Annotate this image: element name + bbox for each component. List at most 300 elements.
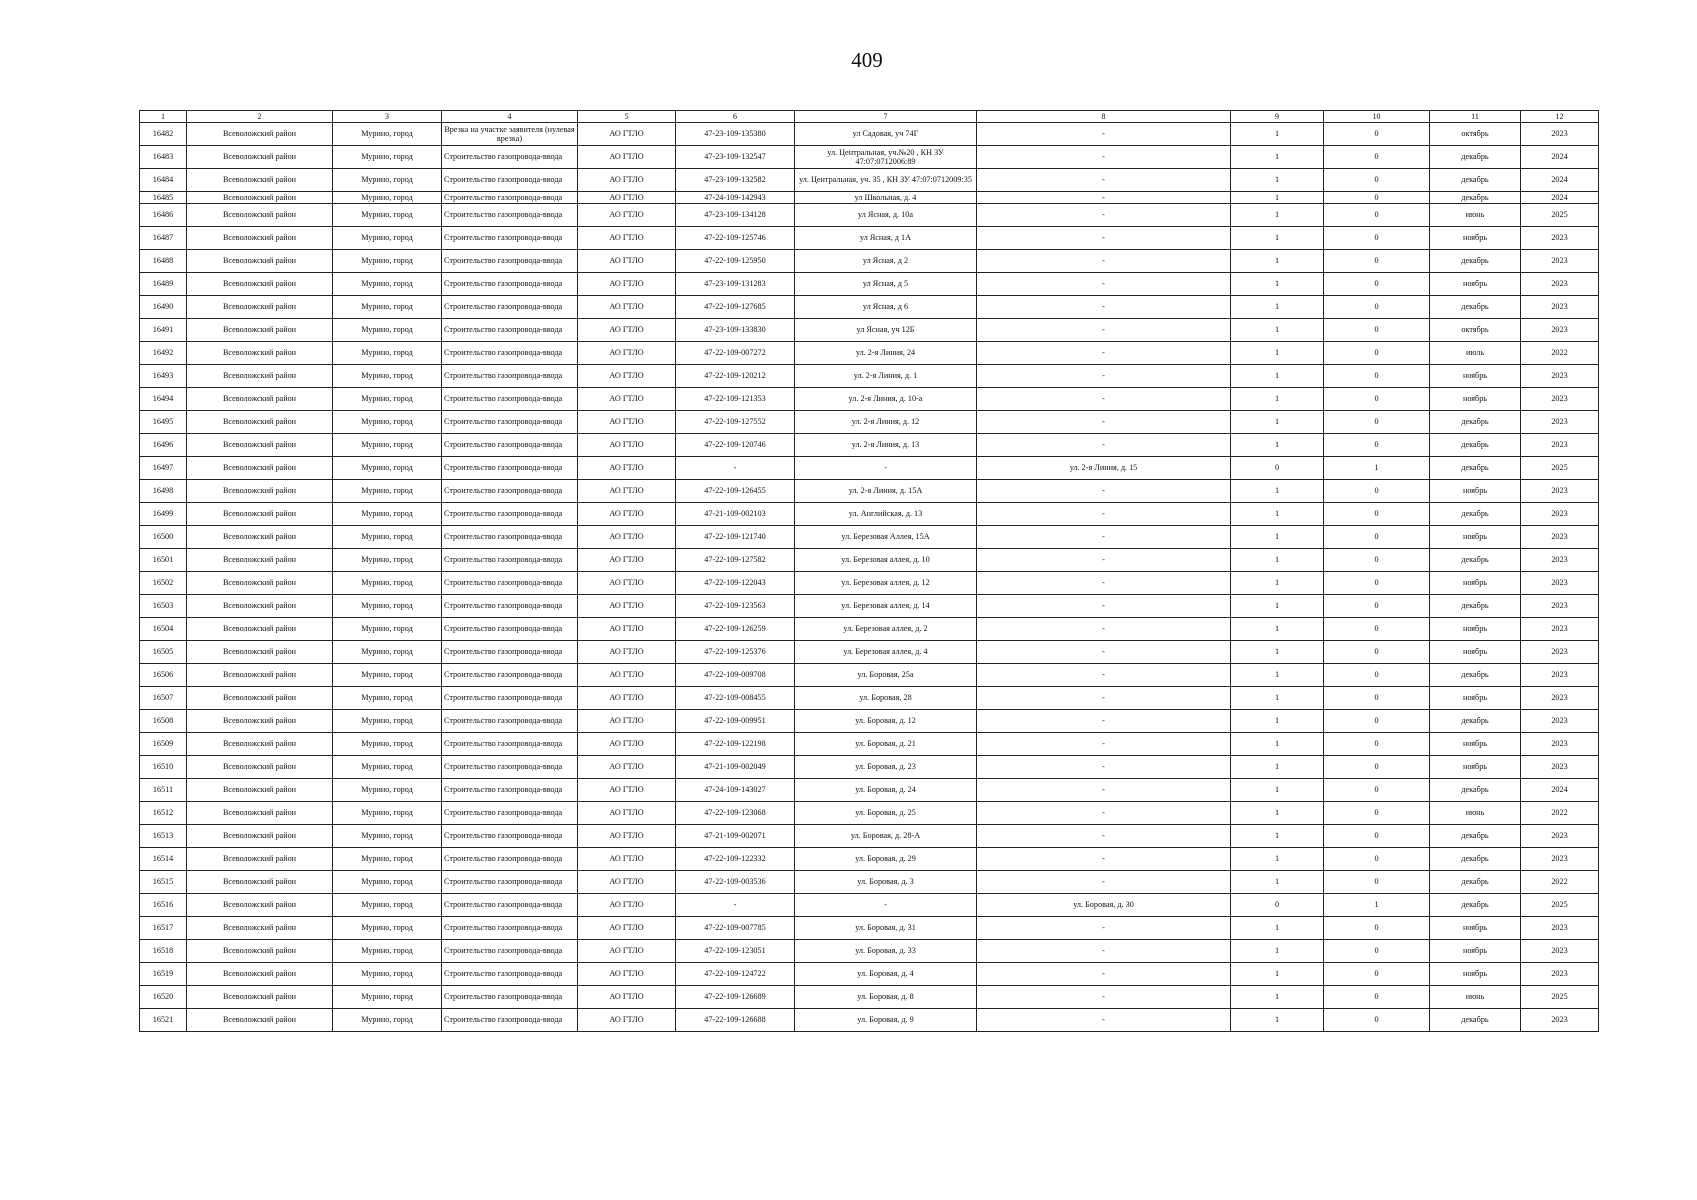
cell-row-number: 16500 [140, 526, 187, 549]
cell-count-contracted: 1 [1231, 365, 1324, 388]
cell-address-without-contract: - [977, 192, 1231, 204]
cell-address-without-contract: - [977, 1009, 1231, 1032]
column-number-8: 8 [977, 111, 1231, 123]
column-number-5: 5 [578, 111, 676, 123]
cell-year: 2023 [1521, 480, 1599, 503]
cell-row-number: 16503 [140, 595, 187, 618]
cell-settlement: Мурино, город [333, 917, 442, 940]
cell-row-number: 16490 [140, 296, 187, 319]
cell-settlement: Мурино, город [333, 963, 442, 986]
cell-settlement: Мурино, город [333, 687, 442, 710]
cell-count-contracted: 1 [1231, 779, 1324, 802]
cell-organization: АО ГТЛО [578, 963, 676, 986]
cell-application-number: 47-22-109-127582 [676, 549, 795, 572]
table-row [140, 894, 1599, 917]
cell-row-number: 16515 [140, 871, 187, 894]
cell-district: Всеволожский район [187, 1009, 333, 1032]
cell-year: 2023 [1521, 733, 1599, 756]
cell-address: ул. Боровая, д. 21 [795, 733, 977, 756]
column-number-7: 7 [795, 111, 977, 123]
cell-district: Всеволожский район [187, 825, 333, 848]
cell-count-not-contracted: 0 [1324, 411, 1430, 434]
cell-address-without-contract: - [977, 986, 1231, 1009]
cell-count-not-contracted: 1 [1324, 894, 1430, 917]
cell-district: Всеволожский район [187, 192, 333, 204]
cell-application-number: 47-22-109-123563 [676, 595, 795, 618]
cell-address: ул Ясная, д 1А [795, 227, 977, 250]
cell-work-type: Строительство газопровода-ввода [442, 388, 578, 411]
cell-work-type: Строительство газопровода-ввода [442, 342, 578, 365]
cell-address-without-contract: ул. 2-я Линия, д. 15 [977, 457, 1231, 480]
cell-settlement: Мурино, город [333, 227, 442, 250]
cell-count-contracted: 1 [1231, 434, 1324, 457]
cell-year: 2023 [1521, 572, 1599, 595]
cell-application-number: 47-22-109-007272 [676, 342, 795, 365]
cell-settlement: Мурино, город [333, 986, 442, 1009]
cell-organization: АО ГТЛО [578, 595, 676, 618]
cell-count-not-contracted: 0 [1324, 779, 1430, 802]
cell-work-type: Строительство газопровода-ввода [442, 434, 578, 457]
cell-row-number: 16512 [140, 802, 187, 825]
cell-row-number: 16513 [140, 825, 187, 848]
cell-organization: АО ГТЛО [578, 641, 676, 664]
cell-district: Всеволожский район [187, 273, 333, 296]
cell-work-type: Строительство газопровода-ввода [442, 848, 578, 871]
cell-row-number: 16504 [140, 618, 187, 641]
cell-district: Всеволожский район [187, 595, 333, 618]
cell-district: Всеволожский район [187, 123, 333, 146]
page-number: 409 [851, 48, 883, 72]
cell-settlement: Мурино, город [333, 480, 442, 503]
cell-settlement: Мурино, город [333, 825, 442, 848]
cell-year: 2023 [1521, 411, 1599, 434]
cell-year: 2023 [1521, 963, 1599, 986]
table-row [140, 457, 1599, 480]
cell-district: Всеволожский район [187, 687, 333, 710]
cell-count-contracted: 1 [1231, 595, 1324, 618]
header-row [140, 111, 1599, 123]
cell-district: Всеволожский район [187, 434, 333, 457]
table-row [140, 342, 1599, 365]
cell-address-without-contract: - [977, 411, 1231, 434]
table-row [140, 802, 1599, 825]
cell-row-number: 16487 [140, 227, 187, 250]
cell-organization: АО ГТЛО [578, 319, 676, 342]
table-row [140, 480, 1599, 503]
table-row [140, 204, 1599, 227]
cell-district: Всеволожский район [187, 365, 333, 388]
cell-district: Всеволожский район [187, 169, 333, 192]
cell-row-number: 16488 [140, 250, 187, 273]
cell-application-number: - [676, 457, 795, 480]
cell-count-not-contracted: 0 [1324, 848, 1430, 871]
cell-work-type: Строительство газопровода-ввода [442, 917, 578, 940]
cell-count-not-contracted: 0 [1324, 123, 1430, 146]
table-row [140, 411, 1599, 434]
cell-month: декабрь [1430, 894, 1521, 917]
cell-count-not-contracted: 0 [1324, 388, 1430, 411]
cell-year: 2023 [1521, 503, 1599, 526]
cell-address: ул. Березовая аллея, д. 4 [795, 641, 977, 664]
cell-work-type: Строительство газопровода-ввода [442, 549, 578, 572]
cell-address: ул Садовая, уч 74Г [795, 123, 977, 146]
cell-address-without-contract: - [977, 572, 1231, 595]
cell-row-number: 16495 [140, 411, 187, 434]
table-row [140, 192, 1599, 204]
cell-year: 2022 [1521, 342, 1599, 365]
cell-district: Всеволожский район [187, 503, 333, 526]
cell-count-not-contracted: 0 [1324, 710, 1430, 733]
cell-count-not-contracted: 1 [1324, 457, 1430, 480]
cell-organization: АО ГТЛО [578, 227, 676, 250]
cell-settlement: Мурино, город [333, 710, 442, 733]
cell-address-without-contract: - [977, 871, 1231, 894]
cell-row-number: 16501 [140, 549, 187, 572]
cell-row-number: 16498 [140, 480, 187, 503]
cell-address-without-contract: - [977, 825, 1231, 848]
cell-month: декабрь [1430, 411, 1521, 434]
cell-settlement: Мурино, город [333, 595, 442, 618]
cell-address: - [795, 894, 977, 917]
cell-organization: АО ГТЛО [578, 250, 676, 273]
cell-month: декабрь [1430, 434, 1521, 457]
cell-application-number: 47-22-109-009708 [676, 664, 795, 687]
cell-row-number: 16520 [140, 986, 187, 1009]
table-row [140, 917, 1599, 940]
cell-organization: АО ГТЛО [578, 273, 676, 296]
cell-month: ноябрь [1430, 756, 1521, 779]
cell-row-number: 16497 [140, 457, 187, 480]
cell-count-contracted: 1 [1231, 319, 1324, 342]
table-row [140, 296, 1599, 319]
cell-work-type: Строительство газопровода-ввода [442, 733, 578, 756]
cell-year: 2023 [1521, 227, 1599, 250]
cell-count-contracted: 1 [1231, 848, 1324, 871]
cell-count-not-contracted: 0 [1324, 204, 1430, 227]
table-row [140, 963, 1599, 986]
register-table [139, 110, 1599, 1032]
cell-work-type: Строительство газопровода-ввода [442, 365, 578, 388]
cell-month: декабрь [1430, 169, 1521, 192]
cell-district: Всеволожский район [187, 871, 333, 894]
cell-settlement: Мурино, город [333, 342, 442, 365]
table-row [140, 434, 1599, 457]
cell-work-type: Строительство газопровода-ввода [442, 503, 578, 526]
cell-count-contracted: 1 [1231, 526, 1324, 549]
table-row [140, 250, 1599, 273]
cell-count-contracted: 0 [1231, 894, 1324, 917]
cell-address-without-contract: - [977, 169, 1231, 192]
cell-application-number: 47-22-109-127552 [676, 411, 795, 434]
cell-month: декабрь [1430, 595, 1521, 618]
cell-count-contracted: 1 [1231, 503, 1324, 526]
cell-row-number: 16508 [140, 710, 187, 733]
table-row [140, 365, 1599, 388]
cell-row-number: 16510 [140, 756, 187, 779]
column-number-3: 3 [333, 111, 442, 123]
cell-address: ул. Английская, д. 13 [795, 503, 977, 526]
table-row [140, 756, 1599, 779]
cell-address-without-contract: - [977, 388, 1231, 411]
cell-row-number: 16485 [140, 192, 187, 204]
cell-organization: АО ГТЛО [578, 618, 676, 641]
cell-address-without-contract: - [977, 204, 1231, 227]
cell-application-number: 47-22-109-122332 [676, 848, 795, 871]
cell-organization: АО ГТЛО [578, 802, 676, 825]
cell-month: декабрь [1430, 250, 1521, 273]
cell-month: декабрь [1430, 664, 1521, 687]
cell-row-number: 16484 [140, 169, 187, 192]
cell-work-type: Строительство газопровода-ввода [442, 618, 578, 641]
cell-district: Всеволожский район [187, 940, 333, 963]
cell-work-type: Строительство газопровода-ввода [442, 779, 578, 802]
cell-count-contracted: 1 [1231, 480, 1324, 503]
cell-settlement: Мурино, город [333, 894, 442, 917]
cell-address-without-contract: - [977, 227, 1231, 250]
cell-count-not-contracted: 0 [1324, 146, 1430, 169]
cell-address: ул Ясная, д 5 [795, 273, 977, 296]
cell-address-without-contract: - [977, 526, 1231, 549]
cell-count-contracted: 1 [1231, 940, 1324, 963]
cell-application-number: 47-22-109-120212 [676, 365, 795, 388]
cell-district: Всеволожский район [187, 342, 333, 365]
register-body [140, 111, 1599, 1032]
cell-count-contracted: 1 [1231, 917, 1324, 940]
cell-address-without-contract: - [977, 802, 1231, 825]
cell-application-number: 47-22-109-008455 [676, 687, 795, 710]
table-row [140, 549, 1599, 572]
cell-settlement: Мурино, город [333, 779, 442, 802]
cell-count-contracted: 1 [1231, 664, 1324, 687]
cell-address-without-contract: - [977, 434, 1231, 457]
cell-district: Всеволожский район [187, 894, 333, 917]
cell-address: ул. Боровая, д. 23 [795, 756, 977, 779]
cell-address: ул. 2-я Линия, д. 15А [795, 480, 977, 503]
cell-count-contracted: 1 [1231, 192, 1324, 204]
table-row [140, 733, 1599, 756]
cell-row-number: 16511 [140, 779, 187, 802]
cell-address-without-contract: - [977, 618, 1231, 641]
cell-year: 2023 [1521, 756, 1599, 779]
cell-count-contracted: 1 [1231, 756, 1324, 779]
table-row [140, 526, 1599, 549]
table-row [140, 503, 1599, 526]
cell-address: ул. Боровая, д. 31 [795, 917, 977, 940]
cell-count-not-contracted: 0 [1324, 871, 1430, 894]
cell-district: Всеволожский район [187, 710, 333, 733]
cell-work-type: Строительство газопровода-ввода [442, 192, 578, 204]
cell-year: 2022 [1521, 802, 1599, 825]
cell-work-type: Строительство газопровода-ввода [442, 710, 578, 733]
cell-year: 2025 [1521, 986, 1599, 1009]
cell-settlement: Мурино, город [333, 434, 442, 457]
cell-district: Всеволожский район [187, 227, 333, 250]
cell-district: Всеволожский район [187, 457, 333, 480]
cell-address: ул. Боровая, д. 3 [795, 871, 977, 894]
cell-count-not-contracted: 0 [1324, 365, 1430, 388]
cell-year: 2024 [1521, 779, 1599, 802]
cell-address-without-contract: - [977, 779, 1231, 802]
cell-district: Всеволожский район [187, 204, 333, 227]
cell-address: ул. Боровая, д. 12 [795, 710, 977, 733]
cell-year: 2023 [1521, 710, 1599, 733]
cell-count-not-contracted: 0 [1324, 549, 1430, 572]
cell-settlement: Мурино, город [333, 388, 442, 411]
cell-count-not-contracted: 0 [1324, 273, 1430, 296]
cell-address: ул Школьная, д. 4 [795, 192, 977, 204]
cell-organization: АО ГТЛО [578, 296, 676, 319]
cell-organization: АО ГТЛО [578, 779, 676, 802]
cell-work-type: Строительство газопровода-ввода [442, 227, 578, 250]
cell-application-number: 47-21-109-002103 [676, 503, 795, 526]
cell-organization: АО ГТЛО [578, 940, 676, 963]
table-row [140, 273, 1599, 296]
cell-work-type: Строительство газопровода-ввода [442, 986, 578, 1009]
cell-count-contracted: 1 [1231, 986, 1324, 1009]
cell-month: ноябрь [1430, 641, 1521, 664]
cell-settlement: Мурино, город [333, 940, 442, 963]
cell-count-contracted: 1 [1231, 802, 1324, 825]
cell-year: 2023 [1521, 388, 1599, 411]
table-row [140, 848, 1599, 871]
cell-count-contracted: 1 [1231, 296, 1324, 319]
cell-month: декабрь [1430, 549, 1521, 572]
cell-work-type: Строительство газопровода-ввода [442, 480, 578, 503]
cell-settlement: Мурино, город [333, 526, 442, 549]
cell-application-number: 47-22-109-009951 [676, 710, 795, 733]
cell-address-without-contract: - [977, 273, 1231, 296]
column-number-6: 6 [676, 111, 795, 123]
cell-organization: АО ГТЛО [578, 457, 676, 480]
cell-organization: АО ГТЛО [578, 1009, 676, 1032]
cell-settlement: Мурино, город [333, 146, 442, 169]
cell-work-type: Строительство газопровода-ввода [442, 319, 578, 342]
cell-address-without-contract: ул. Боровая, д. 30 [977, 894, 1231, 917]
table-row [140, 664, 1599, 687]
cell-count-not-contracted: 0 [1324, 480, 1430, 503]
cell-year: 2023 [1521, 296, 1599, 319]
cell-district: Всеволожский район [187, 480, 333, 503]
table-row [140, 986, 1599, 1009]
cell-row-number: 16486 [140, 204, 187, 227]
column-number-4: 4 [442, 111, 578, 123]
column-number-9: 9 [1231, 111, 1324, 123]
cell-count-not-contracted: 0 [1324, 227, 1430, 250]
cell-district: Всеволожский район [187, 917, 333, 940]
cell-address-without-contract: - [977, 710, 1231, 733]
cell-month: ноябрь [1430, 687, 1521, 710]
cell-application-number: 47-22-109-126688 [676, 1009, 795, 1032]
cell-address: ул. 2-я Линия, 24 [795, 342, 977, 365]
cell-district: Всеволожский район [187, 388, 333, 411]
cell-address: ул Ясная, д 2 [795, 250, 977, 273]
cell-address-without-contract: - [977, 503, 1231, 526]
cell-organization: АО ГТЛО [578, 917, 676, 940]
cell-district: Всеволожский район [187, 963, 333, 986]
cell-count-contracted: 1 [1231, 146, 1324, 169]
cell-count-not-contracted: 0 [1324, 434, 1430, 457]
cell-year: 2023 [1521, 123, 1599, 146]
cell-district: Всеволожский район [187, 641, 333, 664]
cell-address: ул. Центральная, уч.№20 , КН ЗУ 47:07:0712006:89 [795, 146, 977, 169]
cell-address: ул. Боровая, д. 25 [795, 802, 977, 825]
column-number-10: 10 [1324, 111, 1430, 123]
cell-month: декабрь [1430, 825, 1521, 848]
cell-work-type: Строительство газопровода-ввода [442, 204, 578, 227]
cell-application-number: - [676, 894, 795, 917]
cell-work-type: Строительство газопровода-ввода [442, 273, 578, 296]
cell-settlement: Мурино, город [333, 802, 442, 825]
cell-count-contracted: 1 [1231, 250, 1324, 273]
cell-application-number: 47-22-109-122043 [676, 572, 795, 595]
table-row [140, 388, 1599, 411]
cell-count-not-contracted: 0 [1324, 618, 1430, 641]
cell-year: 2023 [1521, 940, 1599, 963]
cell-application-number: 47-23-109-132582 [676, 169, 795, 192]
cell-district: Всеволожский район [187, 549, 333, 572]
cell-settlement: Мурино, город [333, 319, 442, 342]
cell-work-type: Строительство газопровода-ввода [442, 457, 578, 480]
cell-application-number: 47-22-109-125950 [676, 250, 795, 273]
cell-row-number: 16517 [140, 917, 187, 940]
cell-row-number: 16514 [140, 848, 187, 871]
cell-year: 2024 [1521, 146, 1599, 169]
cell-district: Всеволожский район [187, 319, 333, 342]
column-number-1: 1 [140, 111, 187, 123]
cell-work-type: Строительство газопровода-ввода [442, 871, 578, 894]
cell-count-not-contracted: 0 [1324, 169, 1430, 192]
cell-settlement: Мурино, город [333, 250, 442, 273]
cell-settlement: Мурино, город [333, 457, 442, 480]
cell-row-number: 16506 [140, 664, 187, 687]
cell-count-contracted: 1 [1231, 710, 1324, 733]
cell-month: ноябрь [1430, 940, 1521, 963]
cell-district: Всеволожский район [187, 733, 333, 756]
cell-address: ул. 2-я Линия, д. 13 [795, 434, 977, 457]
cell-address-without-contract: - [977, 756, 1231, 779]
cell-application-number: 47-22-109-125376 [676, 641, 795, 664]
table-row [140, 227, 1599, 250]
cell-year: 2023 [1521, 641, 1599, 664]
cell-address-without-contract: - [977, 296, 1231, 319]
table-row [140, 1009, 1599, 1032]
cell-count-not-contracted: 0 [1324, 250, 1430, 273]
cell-address: ул. Березовая аллея, д. 14 [795, 595, 977, 618]
cell-address-without-contract: - [977, 123, 1231, 146]
cell-month: декабрь [1430, 1009, 1521, 1032]
cell-application-number: 47-21-109-002049 [676, 756, 795, 779]
cell-count-not-contracted: 0 [1324, 733, 1430, 756]
cell-month: июнь [1430, 204, 1521, 227]
cell-month: ноябрь [1430, 480, 1521, 503]
cell-year: 2025 [1521, 894, 1599, 917]
cell-work-type: Строительство газопровода-ввода [442, 894, 578, 917]
cell-address-without-contract: - [977, 848, 1231, 871]
cell-work-type: Строительство газопровода-ввода [442, 146, 578, 169]
cell-settlement: Мурино, город [333, 169, 442, 192]
cell-count-not-contracted: 0 [1324, 641, 1430, 664]
cell-row-number: 16521 [140, 1009, 187, 1032]
cell-count-contracted: 1 [1231, 227, 1324, 250]
cell-year: 2023 [1521, 687, 1599, 710]
cell-count-not-contracted: 0 [1324, 940, 1430, 963]
cell-organization: АО ГТЛО [578, 342, 676, 365]
cell-address: ул Ясная, уч 12Б [795, 319, 977, 342]
cell-count-not-contracted: 0 [1324, 503, 1430, 526]
cell-count-contracted: 1 [1231, 204, 1324, 227]
cell-count-not-contracted: 0 [1324, 802, 1430, 825]
cell-row-number: 16519 [140, 963, 187, 986]
